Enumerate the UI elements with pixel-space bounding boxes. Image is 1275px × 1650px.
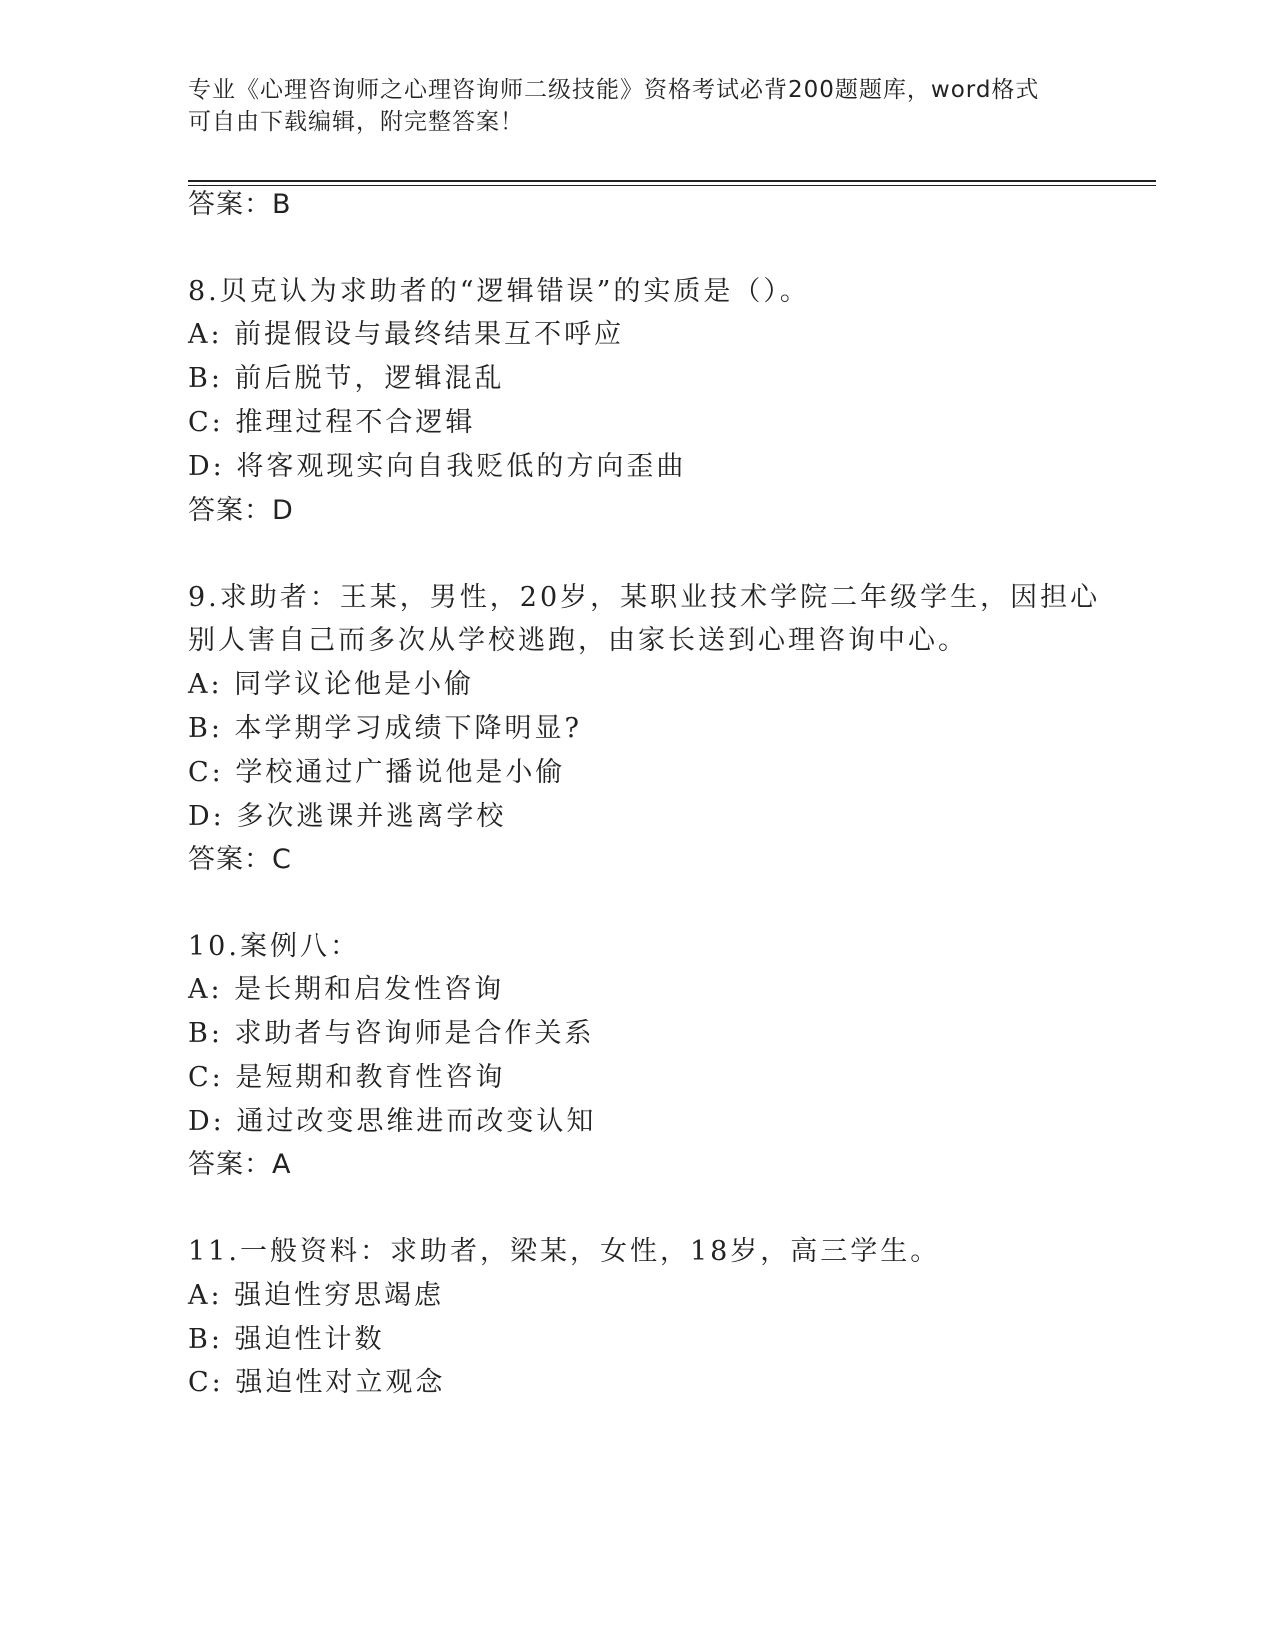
question-9-option-a: A: 同学议论他是小偷 xyxy=(188,669,475,700)
question-9-stem-line-2: 别人害自己而多次从学校逃跑，由家长送到心理咨询中心。 xyxy=(188,625,968,656)
question-10-option-d: D: 通过改变思维进而改变认知 xyxy=(188,1106,597,1137)
answer-10: 答案：A xyxy=(188,1149,292,1180)
document-header xyxy=(188,74,1088,138)
question-11-option-c: C: 强迫性对立观念 xyxy=(188,1367,446,1398)
answer-8: 答案：D xyxy=(188,495,294,526)
question-10-stem: 10.案例八： xyxy=(188,931,360,962)
question-8-stem: 8.贝克认为求助者的“逻辑错误”的实质是（）。 xyxy=(188,276,810,307)
header-divider-thin xyxy=(188,185,1156,186)
question-9-option-b: B: 本学期学习成绩下降明显? xyxy=(188,713,582,744)
answer-7: 答案：B xyxy=(188,189,292,220)
question-9-stem-line-1: 9.求助者：王某，男性，20岁，某职业技术学院二年级学生，因担心 xyxy=(188,582,1101,613)
question-9-option-c: C: 学校通过广播说他是小偷 xyxy=(188,757,566,788)
question-8-option-c: C: 推理过程不合逻辑 xyxy=(188,407,476,438)
question-10-option-c: C: 是短期和教育性咨询 xyxy=(188,1062,506,1093)
question-10-option-b: B: 求助者与咨询师是合作关系 xyxy=(188,1018,595,1049)
question-9-option-d: D: 多次逃课并逃离学校 xyxy=(188,801,507,832)
question-8-option-b: B: 前后脱节，逻辑混乱 xyxy=(188,363,505,394)
header-line-1: 专业《心理咨询师之心理咨询师二级技能》资格考试必背200题题库，word格式 xyxy=(188,77,1040,103)
answer-9: 答案：C xyxy=(188,844,292,875)
question-11-option-b: B: 强迫性计数 xyxy=(188,1324,385,1355)
question-8-option-a: A: 前提假设与最终结果互不呼应 xyxy=(188,319,625,350)
header-divider xyxy=(188,180,1156,182)
header-line-2: 可自由下载编辑，附完整答案！ xyxy=(188,109,524,135)
question-8-option-d: D: 将客观现实向自我贬低的方向歪曲 xyxy=(188,451,687,482)
question-11-stem: 11.一般资料：求助者，梁某，女性，18岁，高三学生。 xyxy=(188,1236,941,1267)
question-11-option-a: A: 强迫性穷思竭虑 xyxy=(188,1280,445,1311)
question-10-option-a: A: 是长期和启发性咨询 xyxy=(188,974,505,1005)
